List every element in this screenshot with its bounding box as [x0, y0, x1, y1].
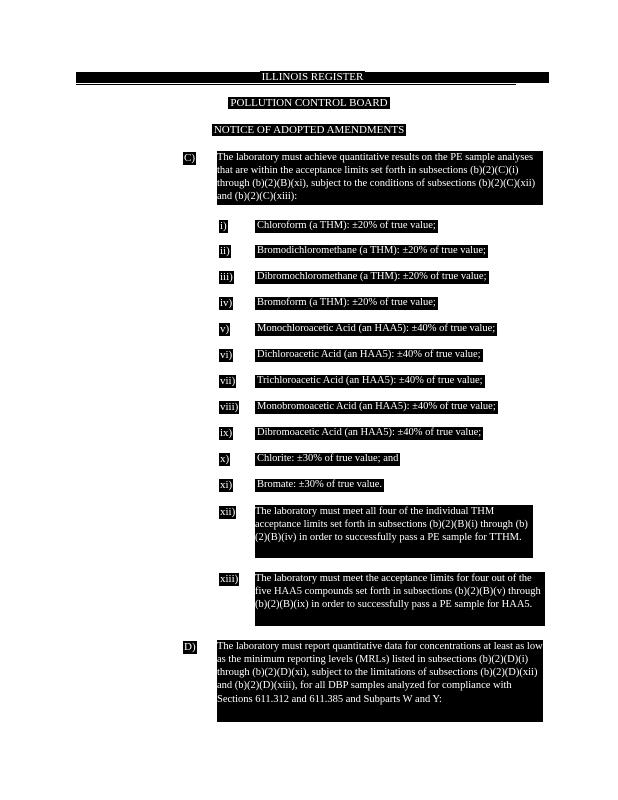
notice-title-text: NOTICE OF ADOPTED AMENDMENTS: [213, 124, 405, 136]
item-label: x): [220, 453, 230, 465]
item-label: xi): [220, 479, 233, 491]
item-text: Bromoform (a THM): ±20% of true value;: [257, 297, 436, 308]
item-text: Monobromoacetic Acid (an HAA5): ±40% of true value;: [257, 401, 496, 412]
item-label: ii): [220, 245, 230, 257]
header-underline: [76, 84, 516, 85]
item-text: Dibromochloromethane (a THM): ±20% of true value;: [257, 271, 487, 282]
item-text: Bromodichloromethane (a THM): ±20% of true value;: [257, 245, 486, 256]
section-d-text: The laboratory must report quantitative data for concentrations at least as low as the minimum reporting levels (MRLs) listed in subsections (b)(2)(D)(i) through (b)(2)(D)(xi), subject to the limitations of subsections (b)(2)(D)(xii) and (b)(2)(D)(xiii), for all DBP samples analyzed for compliance with Sections 611.312 and 611.385 and Subparts W and Y:: [217, 640, 543, 722]
item-label: iii): [220, 271, 233, 283]
item-text: Dibromoacetic Acid (an HAA5): ±40% of true value;: [257, 427, 482, 438]
item-text: Monochloroacetic Acid (an HAA5): ±40% of true value;: [257, 323, 496, 334]
item-xii-text: The laboratory must meet all four of the individual THM acceptance limits set forth in subsections (b)(2)(B)(i) through (b)(2)(B)(iv) in order to successfully pass a PE sample for TTHM.: [255, 505, 533, 558]
board-title: [0, 97, 618, 109]
item-label: vii): [220, 375, 236, 387]
item-label: viii): [220, 401, 239, 413]
item-label: ix): [220, 427, 233, 439]
section-d-label: D): [184, 641, 196, 653]
notice-title: [0, 124, 618, 136]
item-text: Chlorite: ±30% of true value; and: [257, 453, 399, 464]
item-xii-label: xii): [220, 506, 236, 518]
item-label: v): [220, 323, 230, 335]
section-c-text: The laboratory must achieve quantitative results on the PE sample analyses that are within the acceptance limits set forth in subsections (b)(2)(C)(i) through (b)(2)(B)(xi), subject to the conditions of subsections (b)(2)(C)(xii) and (b)(2)(C)(xiii):: [217, 151, 543, 205]
section-c-label: C): [184, 152, 195, 164]
item-label: i): [220, 220, 227, 232]
register-title: [76, 72, 549, 83]
register-title-text: ILLINOIS REGISTER: [261, 71, 364, 83]
item-text: Trichloroacetic Acid (an HAA5): ±40% of true value;: [257, 375, 483, 386]
item-label: iv): [220, 297, 233, 309]
item-text: Bromate: ±30% of true value.: [257, 479, 383, 490]
board-title-text: POLLUTION CONTROL BOARD: [230, 97, 388, 109]
item-xiii-label: xiii): [220, 573, 239, 585]
item-label: vi): [220, 349, 233, 361]
item-text: Dichloroacetic Acid (an HAA5): ±40% of true value;: [257, 349, 481, 360]
item-xiii-text: The laboratory must meet the acceptance limits for four out of the five HAA5 compounds set forth in subsections (b)(2)(B)(v) through (b)(2)(B)(ix) in order to successfully pass a PE sample for HAA5.: [255, 572, 545, 626]
item-text: Chloroform (a THM): ±20% of true value;: [257, 220, 436, 231]
